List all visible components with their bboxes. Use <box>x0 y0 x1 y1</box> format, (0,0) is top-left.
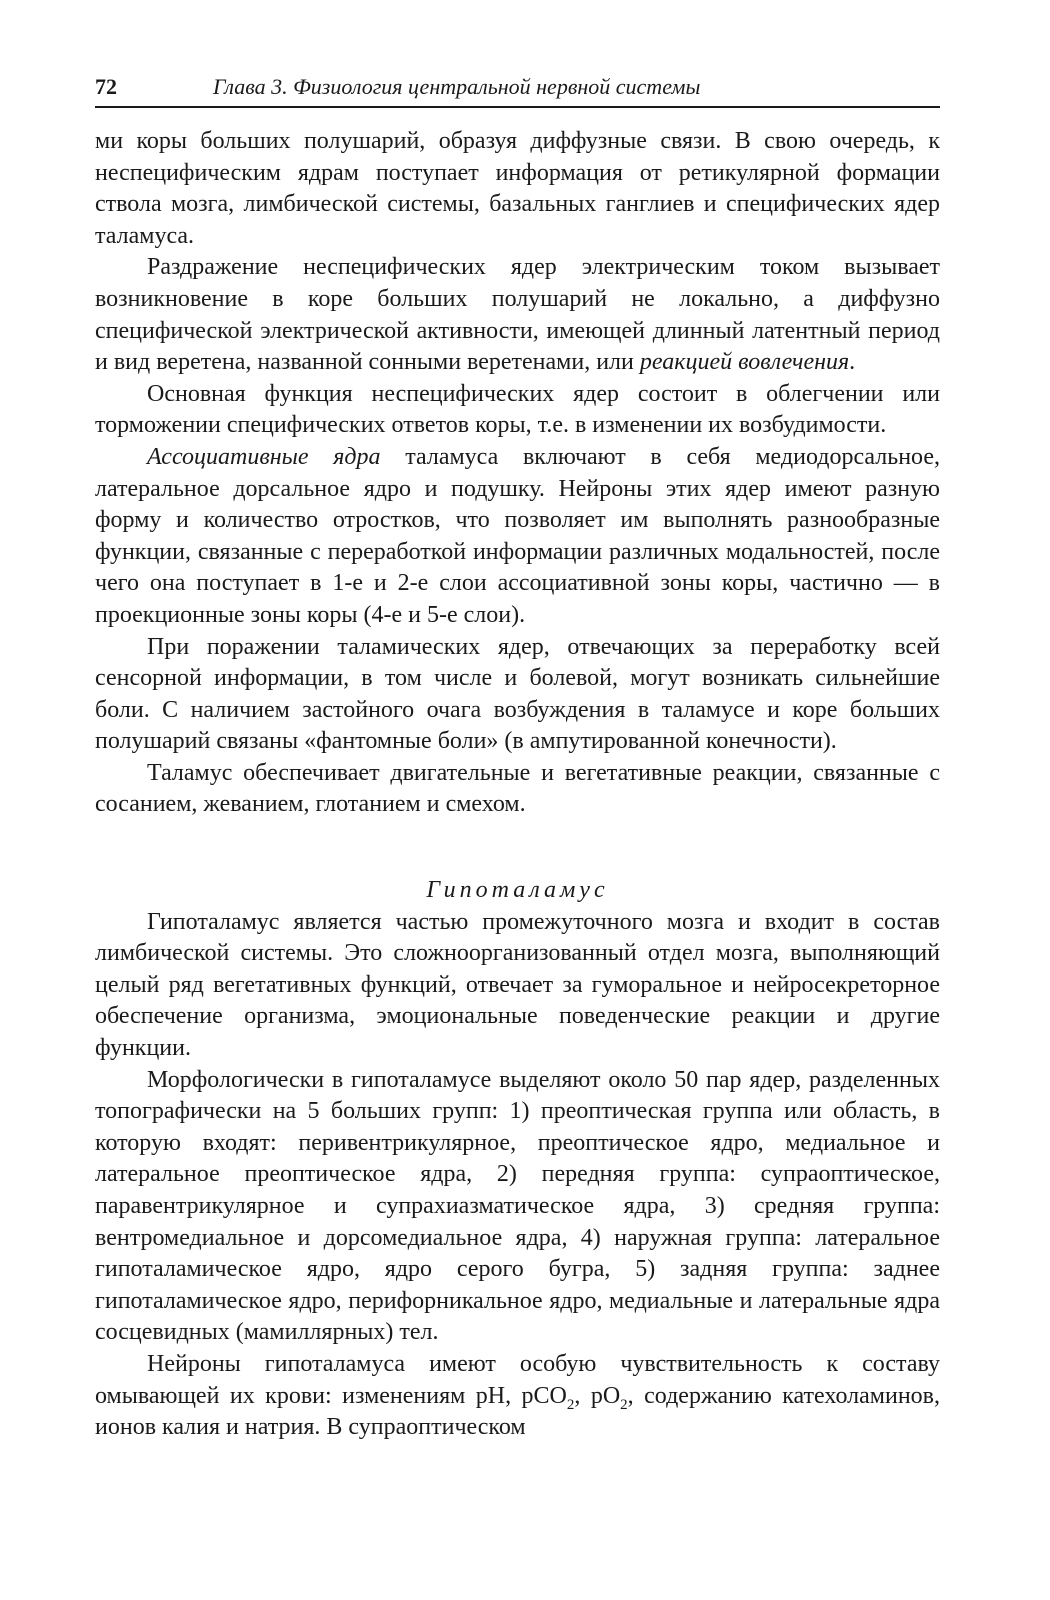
paragraph-text: . <box>849 349 856 376</box>
page-number: 72 <box>95 74 117 99</box>
paragraph-hypothalamus-neurons <box>95 1349 940 1444</box>
paragraph-text: Нейроны гипоталамуса имеют особую чувствительность к составу омывающей их крови: изменениям pH, pCO <box>95 1350 940 1409</box>
paragraph-nonspecific-stimulation <box>95 252 940 378</box>
paragraph-associative-nuclei <box>95 442 940 632</box>
body-text <box>95 126 940 1444</box>
paragraph-text: , pO <box>574 1382 621 1409</box>
section-heading: Гипоталамус <box>426 877 609 904</box>
paragraph-hypothalamus-intro: Гипоталамус является частью промежуточного мозга и входит в состав лимбической системы. Это сложноорганизованный отдел мозга, выполняющий целый ряд вегетативных функций, отвечает за гуморальное и нейросекреторное обеспечение организма, эмоциональные поведенческие реакции и другие функции. <box>95 908 940 1062</box>
book-page <box>95 70 940 1444</box>
paragraph-text: таламуса включают в себя медиодорсальное, латеральное дорсальное ядро и подушку. Нейроны этих ядер имеют разную форму и количество отростков, что позволяет им выполнять разнообразные функции, связанные с переработкой информации различных модальностей, после чего она поступает в 1-е и 2-е слои ассоциативной зоны коры, частично — в проекционные зоны коры (4-е и 5-е слои). <box>95 443 940 628</box>
chapter-title: Глава 3. Физиология центральной нервной системы <box>213 74 701 99</box>
paragraph-text: , содержанию катехоламинов, ионов калия и натрия. В супраоптическом <box>95 1382 940 1441</box>
paragraph-text: Раздражение неспецифических ядер электрическим током вызывает возникновение в коре больших полушарий не локально, а диффузно специфической электрической активности, имеющей длинный латентный период и вид веретена, названной сонными веретенами, или <box>95 254 940 376</box>
paragraph-continued: ми коры больших полушарий, образуя диффузные связи. В свою очередь, к неспецифическим ядрам поступает информация от ретикулярной формации ствола мозга, лимбической системы, базальных ганглиев и специфических ядер таламуса. <box>95 128 940 249</box>
subscript: 2 <box>566 1396 575 1413</box>
italic-term: Ассоциативные ядра <box>147 443 381 470</box>
paragraph-hypothalamus-morphology: Морфологически в гипоталамусе выделяют около 50 пар ядер, разделенных топографически на 5 больших групп: 1) преоптическая группа или область, в которую входят: перивентрикулярное, преоптическое ядро, медиальное и латеральное преоптическое ядра, 2) передняя группа: супраоптическое, паравентрикулярное и супрахиазматическое ядра, 3) средняя группа: вентромедиальное и дорсомедиальное ядра, 4) наружная группа: латеральное гипоталамическое ядро, ядро серого бугра, 5) задняя группа: заднее гипоталамическое ядро, перифорникальное ядро, медиальные и латеральные ядра сосцевидных (мамиллярных) тел. <box>95 1066 940 1346</box>
italic-term: реакцией вовлечения <box>639 349 850 376</box>
paragraph-thalamic-lesion: При поражении таламических ядер, отвечающих за переработку всей сенсорной информации, в том числе и болевой, могут возникать сильнейшие боли. С наличием застойного очага возбуждения в таламусе и коре больших полушарий связаны «фантомные боли» (в ампутированной конечности). <box>95 633 940 755</box>
paragraph-thalamus-reactions: Таламус обеспечивает двигательные и вегетативные реакции, связанные с сосанием, жеванием, глотанием и смехом. <box>95 759 940 818</box>
running-head <box>95 70 940 108</box>
subscript: 2 <box>620 1396 628 1413</box>
paragraph-nonspecific-function: Основная функция неспецифических ядер состоит в облегчении или торможении специфических ответов коры, т.е. в изменении их возбудимости. <box>95 380 940 439</box>
